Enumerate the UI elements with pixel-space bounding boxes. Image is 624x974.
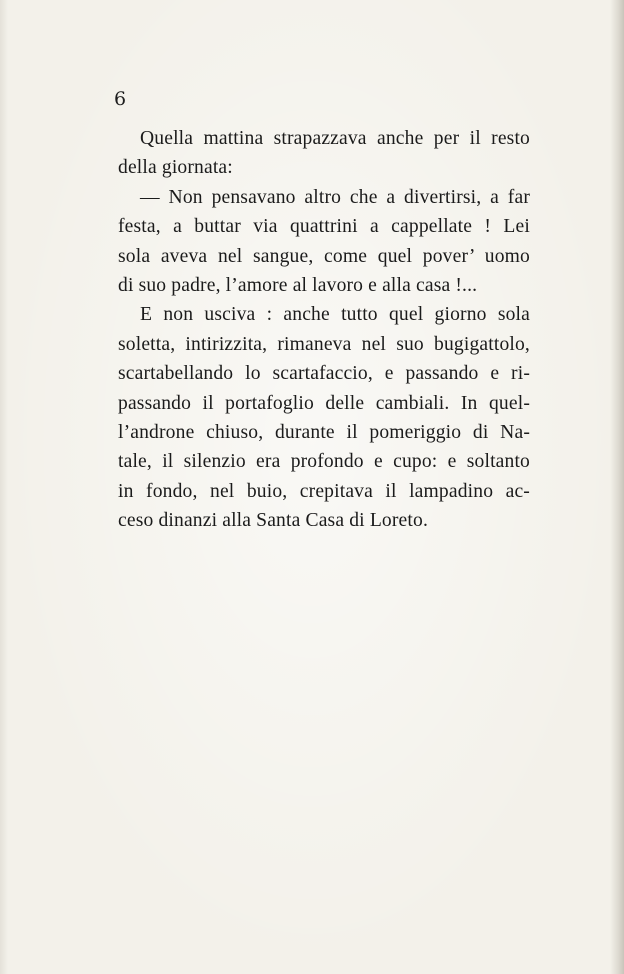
- paragraph-3: [118, 300, 530, 535]
- text-line: passando il portafoglio delle cambiali. In quel-: [118, 392, 530, 414]
- text-line: di suo padre, l’amore al lavoro e alla casa !...: [118, 275, 478, 297]
- paragraph-1: [118, 124, 530, 183]
- text-line: tale, il silenzio era profondo e cupo: e soltanto: [118, 451, 530, 473]
- text-line: festa, a buttar via quattrini a cappellate ! Lei: [118, 216, 530, 238]
- page-right-edge-shadow: [610, 0, 624, 974]
- text-line: Quella mattina strapazzava anche per il resto: [140, 128, 530, 149]
- text-line: scartabellando lo scartafaccio, e passando e ri-: [118, 363, 530, 385]
- page-left-edge-shadow: [0, 0, 8, 974]
- text-line: E non usciva : anche tutto quel giorno sola: [140, 304, 530, 326]
- paragraph-2: [118, 183, 530, 301]
- text-line: ceso dinanzi alla Santa Casa di Loreto.: [118, 510, 428, 532]
- page-number: 6: [114, 88, 127, 110]
- text-line: soletta, intirizzita, rimaneva nel suo bugigattolo,: [118, 333, 530, 355]
- text-line: — Non pensavano altro che a divertirsi, a far: [140, 186, 530, 208]
- text-line: l’androne chiuso, durante il pomeriggio di Na-: [118, 422, 530, 444]
- text-line: in fondo, nel buio, crepitava il lampadino ac-: [118, 480, 530, 502]
- body-text: [118, 124, 530, 536]
- text-line: sola aveva nel sangue, come quel pover’ uomo: [118, 245, 530, 267]
- text-line: della giornata:: [118, 157, 233, 179]
